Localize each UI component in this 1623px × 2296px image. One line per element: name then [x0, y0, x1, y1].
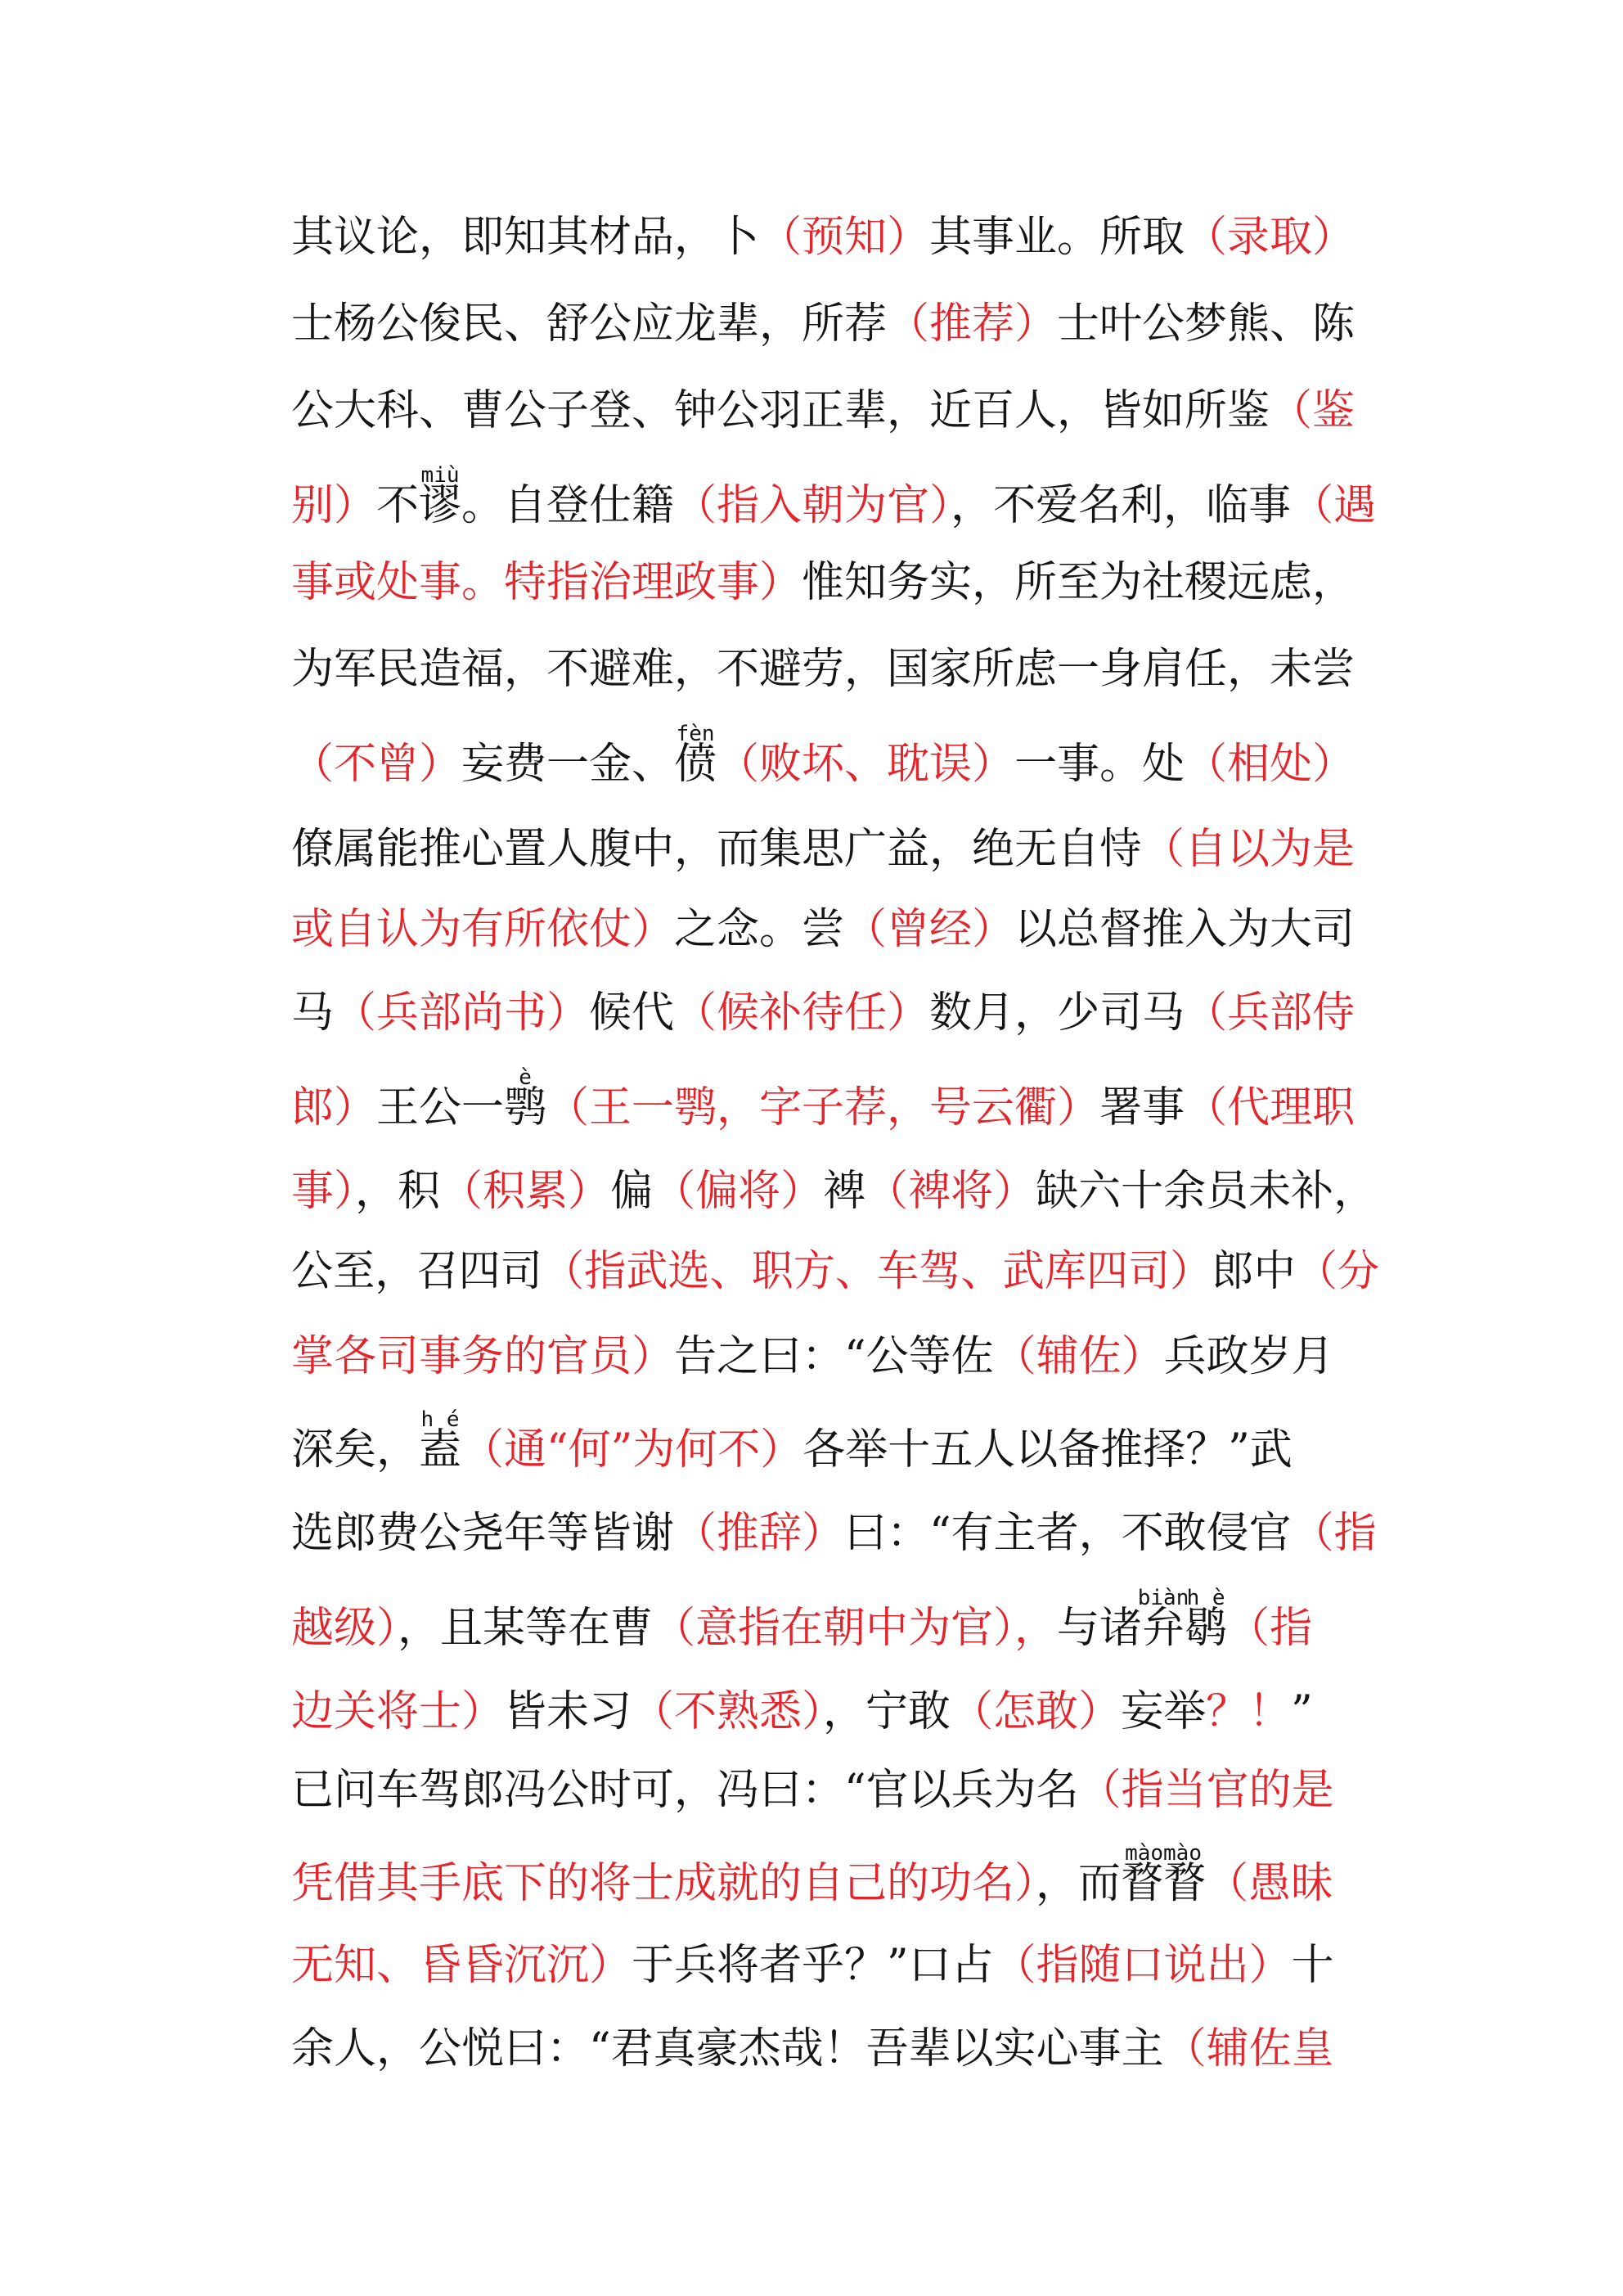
annotation-text: （推辞） — [674, 1509, 845, 1558]
annotation-text: （指 — [1291, 1509, 1377, 1558]
ruby-base-text: 弁 — [1142, 1604, 1185, 1653]
annotation-text: （怎敢） — [951, 1687, 1122, 1736]
text-line — [291, 823, 1379, 876]
annotation-text: ？！ — [1206, 1687, 1292, 1736]
text-line — [291, 721, 1379, 790]
body-text: 偏 — [610, 1167, 654, 1216]
annotation-text: （指当官的是 — [1078, 1766, 1334, 1815]
annotation-text: （预知） — [759, 213, 930, 262]
body-text: ，而 — [1036, 1859, 1122, 1908]
ruby-base-text: 谬 — [419, 481, 462, 530]
annotated-character — [1185, 1585, 1228, 1654]
annotation-text: 无知、昏昏沉沉） — [291, 1941, 632, 1990]
ruby-base-text: 瞀瞀 — [1121, 1859, 1207, 1908]
annotation-text: 事） — [291, 1167, 356, 1216]
text-line — [291, 643, 1379, 696]
annotated-character — [1137, 1585, 1189, 1654]
text-line — [291, 556, 1379, 609]
annotated-character — [504, 1065, 547, 1134]
text-line — [291, 462, 1379, 532]
body-text: 与诸 — [1057, 1604, 1143, 1653]
annotation-text: （鉴 — [1270, 386, 1355, 435]
body-text: 马 — [291, 988, 335, 1038]
body-text: ，不爱名利，临事 — [951, 481, 1292, 530]
body-text: 郎中 — [1212, 1247, 1296, 1296]
body-text: 士叶公梦熊、陈 — [1057, 299, 1355, 349]
ruby-base-text: 鹖 — [1185, 1604, 1228, 1653]
body-text: 一事。处 — [1014, 740, 1185, 789]
body-text: 妄举 — [1121, 1687, 1207, 1736]
annotation-text: 边关将士） — [291, 1687, 505, 1736]
annotation-text: （兵部侍 — [1185, 988, 1355, 1038]
text-line — [291, 1764, 1379, 1817]
body-text: 缺六十余员未补， — [1036, 1167, 1377, 1216]
annotation-text: （王一鹗，字子荐，号云衢） — [546, 1083, 1100, 1132]
annotation-text: （指武选、职方、车驾、武库四司） — [542, 1247, 1212, 1296]
pinyin-annotation: miù — [420, 462, 460, 488]
annotation-text: （辅佐皇 — [1163, 2024, 1334, 2073]
text-line — [291, 1407, 1379, 1476]
annotation-text: （不曾） — [291, 740, 462, 789]
body-text: 不 — [376, 481, 420, 530]
annotation-text: （偏将） — [653, 1167, 824, 1216]
annotation-text: （推荐） — [887, 299, 1058, 349]
body-text: 深矣， — [291, 1425, 420, 1474]
body-text: 余人，公悦曰：“君真豪杰哉！吾辈以实心事主 — [291, 2024, 1164, 2073]
pinyin-annotation: fèn — [676, 721, 715, 746]
body-text: ” — [1291, 1687, 1313, 1736]
body-text: 其议论，即知其材品，卜 — [291, 213, 760, 262]
annotated-character — [674, 721, 717, 790]
body-text: ，宁敢 — [823, 1687, 951, 1736]
annotated-character — [419, 462, 462, 532]
text-line — [291, 1939, 1379, 1992]
text-line — [291, 1330, 1379, 1383]
body-text: 妄费一金、 — [461, 740, 675, 789]
annotated-character — [419, 1407, 462, 1476]
body-text: 皆未习 — [504, 1687, 632, 1736]
annotation-text: （愚昧 — [1206, 1859, 1334, 1908]
body-text: 之念。尝 — [674, 905, 845, 954]
pinyin-annotation: màomào — [1125, 1840, 1202, 1866]
annotation-text: （裨将） — [865, 1167, 1036, 1216]
body-text: 其事业。所取 — [929, 213, 1185, 262]
text-line — [291, 1245, 1380, 1298]
body-text: 所荐 — [802, 299, 888, 349]
ruby-base-text: 盍 — [419, 1425, 462, 1474]
body-text: 选郎费公尧年等皆谢 — [291, 1509, 675, 1558]
text-line — [291, 2023, 1379, 2075]
annotation-text: （自以为是 — [1142, 825, 1355, 874]
annotation-text: （意指在朝中为官）， — [653, 1604, 1058, 1653]
annotation-text: （代理职 — [1185, 1083, 1355, 1132]
annotation-text: （通“何”为何不） — [461, 1425, 803, 1474]
body-text: 裨 — [823, 1167, 866, 1216]
text-line — [291, 1165, 1379, 1218]
body-text: 僚属能推心置人腹中，而集思广益，绝无自恃 — [291, 825, 1143, 874]
pinyin-annotation: h è — [1186, 1585, 1225, 1610]
body-text: 于兵将者乎？”口占 — [632, 1941, 994, 1990]
body-text: 公至，召四司 — [291, 1247, 542, 1296]
annotation-text: （不熟悉） — [632, 1687, 824, 1736]
annotation-text: （遇 — [1291, 481, 1377, 530]
pinyin-annotation: h é — [420, 1407, 460, 1432]
body-text: 惟知务实，所至为社稷远虑， — [802, 558, 1355, 607]
annotation-text: （指入朝为官） — [674, 481, 951, 530]
body-text: ，积 — [355, 1167, 441, 1216]
pinyin-annotation: biàn — [1137, 1585, 1189, 1610]
body-text: 告之曰：“公等佐 — [674, 1332, 994, 1381]
annotated-character — [1121, 1840, 1207, 1910]
annotation-text: （相处） — [1185, 740, 1355, 789]
text-line — [291, 1065, 1379, 1134]
annotation-text: （曾经） — [844, 905, 1015, 954]
annotation-text: 越级） — [291, 1604, 398, 1653]
body-text: ，且某等在曹 — [398, 1604, 654, 1653]
text-line — [291, 385, 1379, 437]
body-text: 为军民造福，不避难，不避劳，国家所虑一身肩任，未尝 — [291, 645, 1355, 694]
annotation-text: （辅佐） — [993, 1332, 1164, 1381]
body-text: 。自登仕籍 — [461, 481, 675, 530]
annotation-text: （分 — [1295, 1247, 1380, 1296]
annotation-text: （指随口说出） — [993, 1941, 1292, 1990]
ruby-base-text: 鹗 — [504, 1083, 547, 1132]
body-text: 公大科、曹公子登、钟公羽正辈，近百人，皆如所鉴 — [291, 386, 1270, 435]
annotation-text: 事或处事。特指治理政事） — [291, 558, 803, 607]
body-text: 曰：“有主者，不敢侵官 — [844, 1509, 1292, 1558]
annotation-text: （候补待任） — [674, 988, 930, 1038]
body-text: 已问车驾郎冯公时可，冯曰：“官以兵为名 — [291, 1766, 1079, 1815]
body-text: 署事 — [1099, 1083, 1185, 1132]
text-line — [291, 1840, 1379, 1910]
text-line — [291, 1686, 1379, 1738]
body-text: 候代 — [589, 988, 675, 1038]
text-line — [291, 987, 1379, 1039]
body-text: 数月，少司马 — [929, 988, 1185, 1038]
annotation-text: 凭借其手底下的将士成就的自己的功名） — [291, 1859, 1036, 1908]
body-text: 以总督推入为大司 — [1014, 905, 1355, 954]
annotation-text: （积累） — [440, 1167, 611, 1216]
text-line — [291, 1585, 1379, 1654]
text-line — [291, 298, 1379, 350]
annotation-text: 郎） — [291, 1083, 377, 1132]
annotation-text: 别） — [291, 481, 377, 530]
annotation-text: 掌各司事务的官员） — [291, 1332, 675, 1381]
annotation-text: 或自认为有所依仗） — [291, 905, 675, 954]
ruby-base-text: 偾 — [674, 740, 717, 789]
text-line — [291, 1507, 1379, 1560]
annotation-text: （指 — [1227, 1604, 1313, 1653]
annotation-text: （兵部尚书） — [334, 988, 590, 1038]
body-text: 士杨公俊民、舒公应龙辈， — [291, 299, 803, 349]
text-line — [291, 211, 1379, 263]
annotation-text: （败坏、耽误） — [717, 740, 1015, 789]
body-text: 王公一 — [376, 1083, 505, 1132]
body-text: 兵政岁月 — [1163, 1332, 1334, 1381]
pinyin-annotation: è — [519, 1065, 532, 1090]
body-text: 十 — [1291, 1941, 1334, 1990]
body-text: 各举十五人以备推择？”武 — [803, 1425, 1293, 1474]
text-line — [291, 903, 1379, 956]
annotation-text: （录取） — [1185, 213, 1355, 262]
